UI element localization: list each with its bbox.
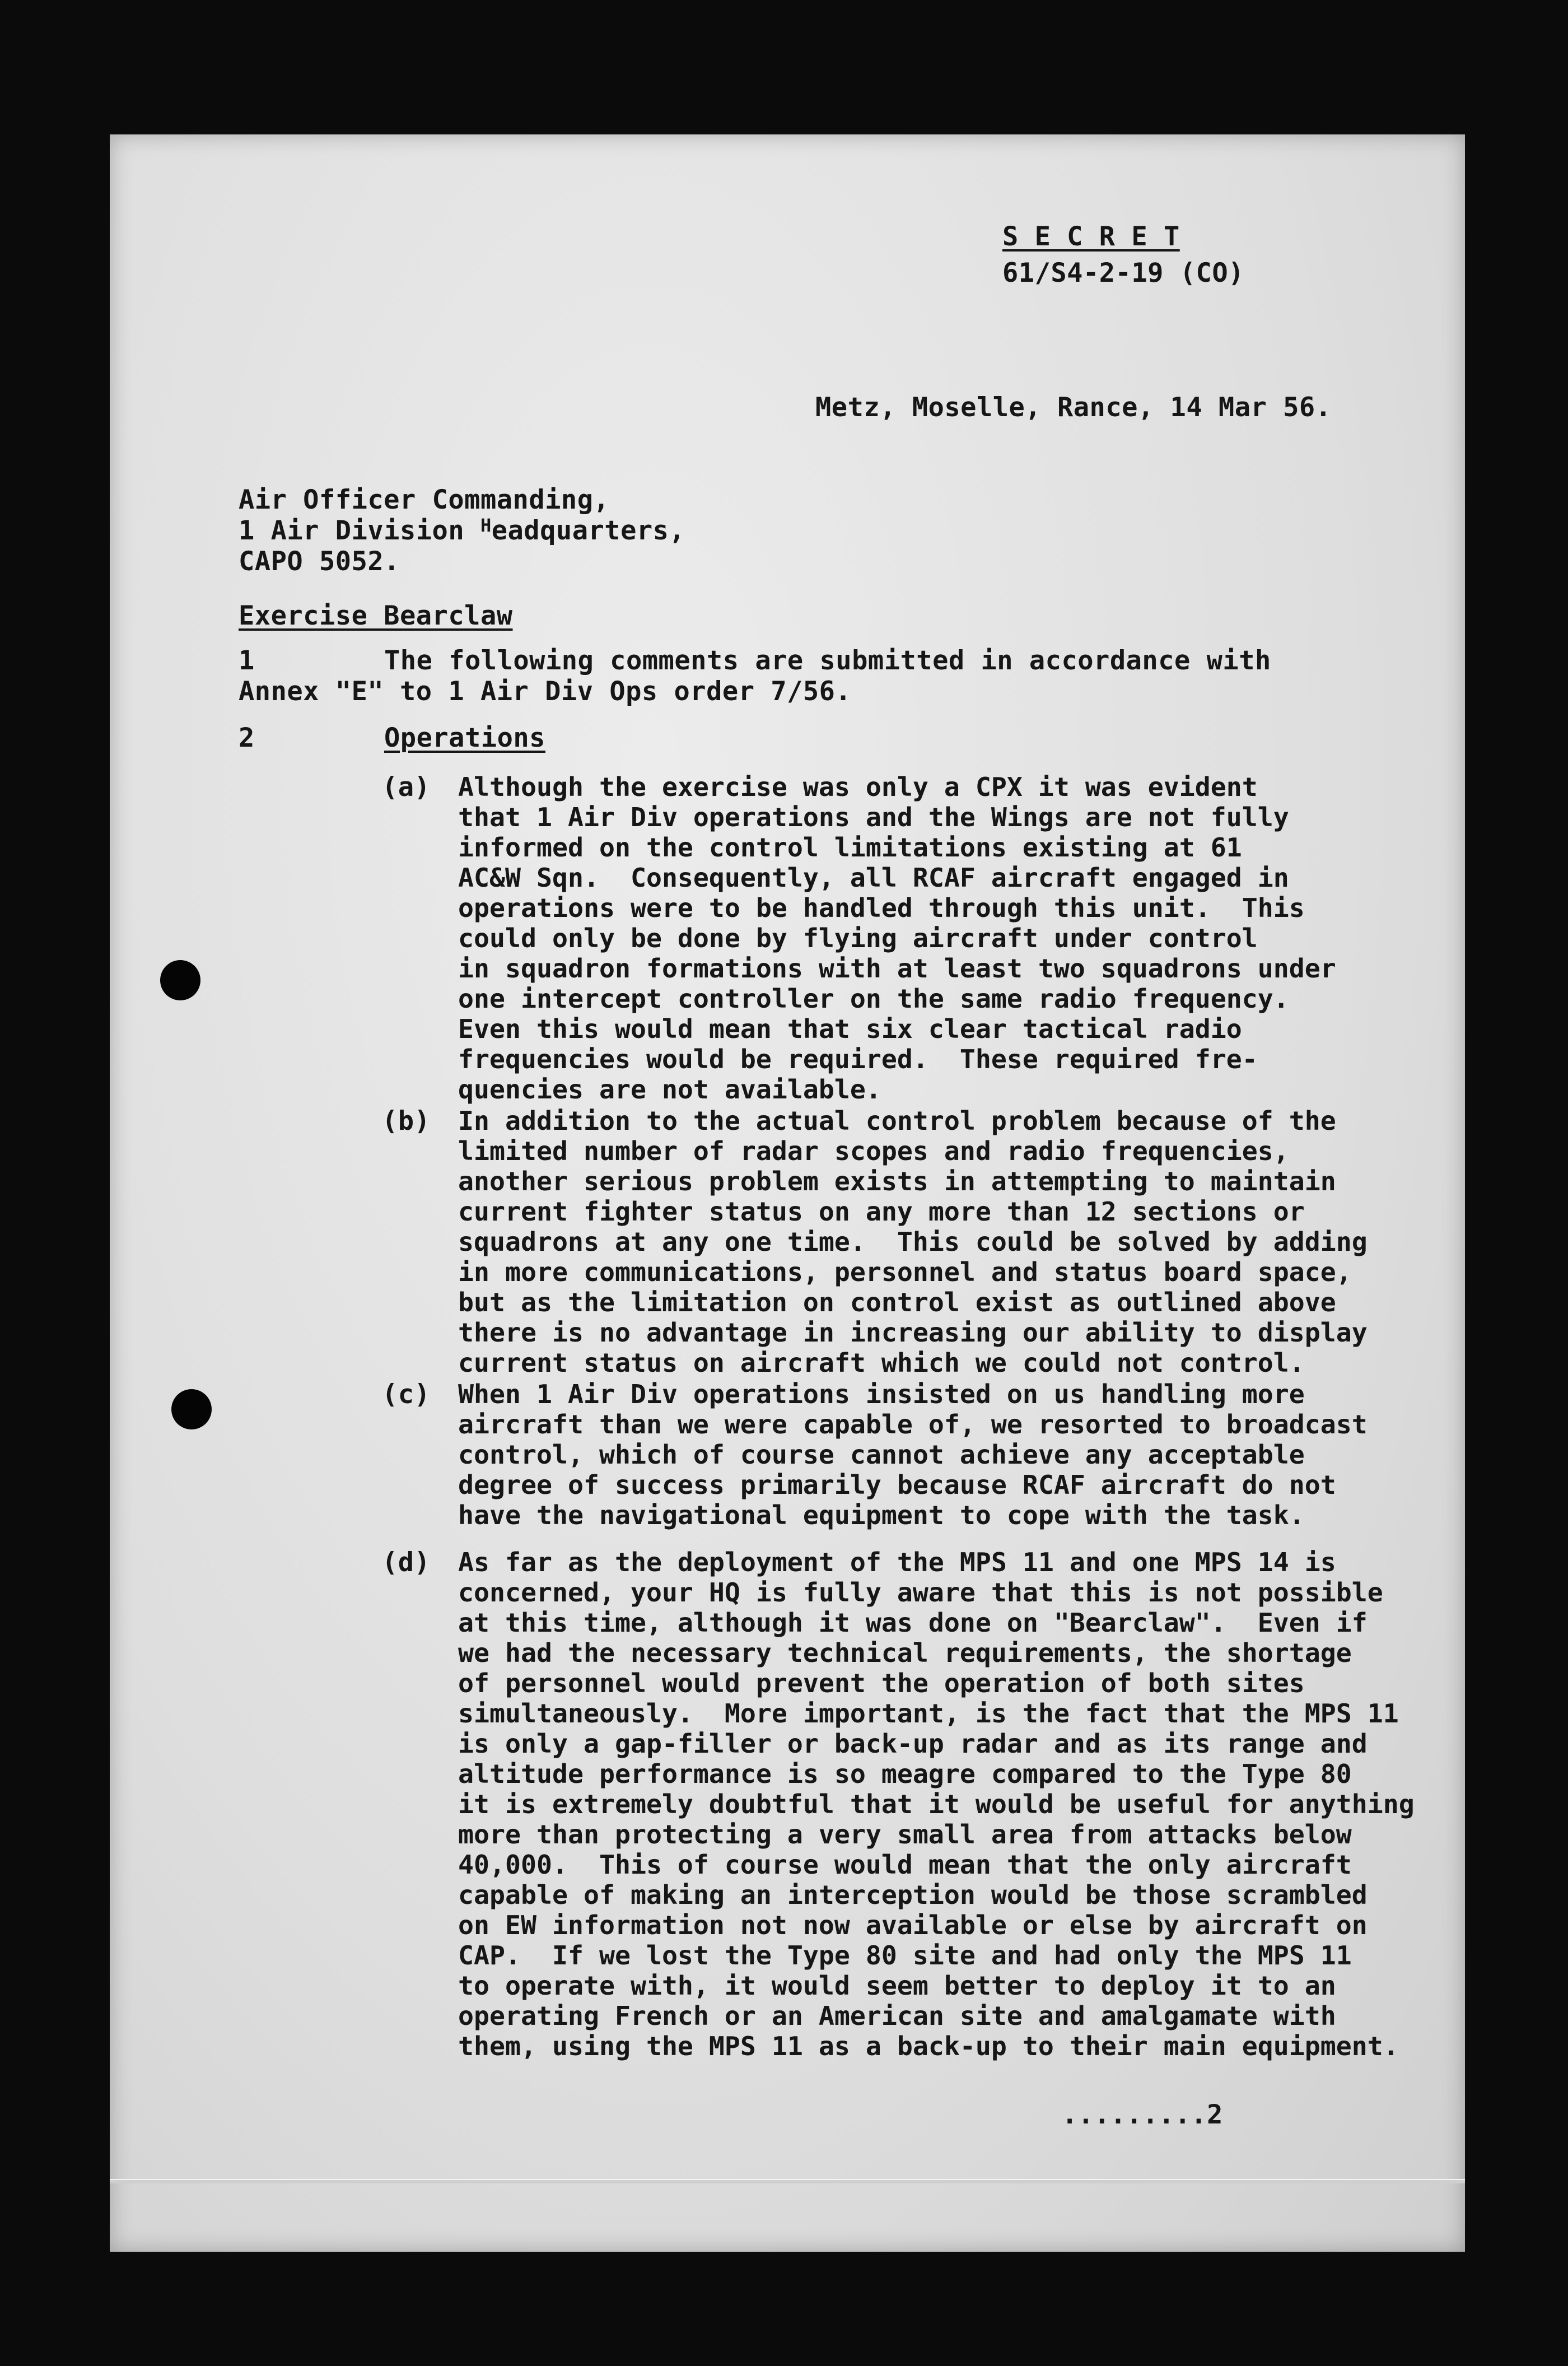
subpara-d-line: CAP. If we lost the Type 80 site and had only the MPS 11 [458,1940,1352,1971]
subpara-a-label: (a) [382,772,431,803]
subpara-a-line: Although the exercise was only a CPX it was evident [458,772,1258,802]
addressee-line-3: CAPO 5052. [239,546,400,577]
subpara-d-line: it is extremely doubtful that it would be useful for anything [458,1789,1415,1819]
subject-heading: Exercise Bearclaw [239,600,513,631]
subpara-d-line: them, using the MPS 11 as a back-up to their main equipment. [458,2031,1399,2061]
subpara-b-line: squadrons at any one time. This could be solved by adding [458,1227,1368,1257]
subpara-b-line: limited number of radar scopes and radio frequencies, [458,1136,1289,1166]
subpara-c-line: control, which of course cannot achieve any acceptable [458,1440,1305,1470]
subpara-d-line: capable of making an interception would be those scrambled [458,1880,1368,1910]
subpara-b-line: there is no advantage in increasing our ability to display [458,1317,1368,1348]
subpara-d-line: operating French or an American site and amalgamate with [458,2001,1336,2031]
addressee-line-2 [239,515,685,547]
subpara-d-line: 40,000. This of course would mean that the only aircraft [458,1850,1352,1880]
continuation-marker: .........2 [1062,2099,1223,2130]
subpara-d-line: more than protecting a very small area from attacks below [458,1819,1352,1850]
punch-hole-upper [160,960,200,1000]
addressee-line-2-sup: H [480,515,492,536]
subpara-b-label: (b) [382,1106,431,1137]
addressee-line-2-part-b: eadquarters, [491,515,685,546]
subpara-d-line: to operate with, it would seem better to deploy it to an [458,1971,1336,2001]
subpara-a-line: frequencies would be required. These required fre- [458,1044,1258,1074]
subpara-a-line: operations were to be handled through this unit. This [458,893,1305,923]
place-date: Metz, Moselle, Rance, 14 Mar 56. [815,392,1332,423]
subpara-d-line: of personnel would prevent the operation of both sites [458,1668,1305,1698]
subpara-a-line: quencies are not available. [458,1074,881,1105]
subpara-b-line: current status on aircraft which we could not control. [458,1348,1305,1378]
subpara-d-line: simultaneously. More important, is the fact that the MPS 11 [458,1698,1399,1729]
subpara-d-line: As far as the deployment of the MPS 11 and one MPS 14 is [458,1547,1336,1577]
subpara-a-line: could only be done by flying aircraft under control [458,923,1258,953]
file-reference: 61/S4-2-19 (CO) [1002,258,1244,288]
subpara-a-line: Even this would mean that six clear tactical radio [458,1014,1242,1044]
subpara-b-line: In addition to the actual control problem because of the [458,1106,1336,1136]
subpara-a-line: in squadron formations with at least two squadrons under [458,953,1336,984]
subpara-b-line: another serious problem exists in attempting to maintain [458,1166,1336,1196]
addressee-line-1: Air Officer Commanding, [239,485,610,515]
subpara-d-line: is only a gap-filler or back-up radar and as its range and [458,1729,1368,1759]
subpara-a-line: that 1 Air Div operations and the Wings are not fully [458,802,1289,832]
para-1-line-1: The following comments are submitted in accordance with [384,645,1271,676]
subpara-c-label: (c) [382,1379,431,1410]
subpara-a-line: one intercept controller on the same radio frequency. [458,984,1289,1014]
subpara-a-line: informed on the control limitations existing at 61 [458,832,1242,863]
subpara-c-line: degree of success primarily because RCAF aircraft do not [458,1470,1336,1500]
document-page [110,134,1465,2252]
subpara-b-line: current fighter status on any more than 12 sections or [458,1196,1305,1227]
page-fold [110,2179,1465,2183]
subpara-c-line: aircraft than we were capable of, we resorted to broadcast [458,1409,1368,1440]
subpara-d-label: (d) [382,1547,431,1578]
subpara-b-line: in more communications, personnel and status board space, [458,1257,1352,1287]
classification-marking: S E C R E T [1002,221,1180,252]
subpara-a-line: AC&W Sqn. Consequently, all RCAF aircraft engaged in [458,863,1289,893]
para-2-heading: Operations [384,723,545,753]
subpara-d-line: on EW information not now available or else by aircraft on [458,1910,1368,1940]
subpara-d-line: altitude performance is so meagre compared to the Type 80 [458,1759,1352,1789]
punch-hole-lower [171,1389,212,1429]
subpara-d-line: concerned, your HQ is fully aware that this is not possible [458,1577,1383,1608]
subpara-d-line: we had the necessary technical requirements, the shortage [458,1638,1352,1668]
addressee-line-2-part-a: 1 Air Division [239,515,480,546]
subpara-c-line: have the navigational equipment to cope with the task. [458,1500,1305,1530]
para-1-number: 1 [239,645,255,676]
para-2-number: 2 [239,723,255,753]
subpara-c-line: When 1 Air Div operations insisted on us handling more [458,1379,1305,1409]
subpara-b-line: but as the limitation on control exist as outlined above [458,1287,1336,1317]
para-1-line-2: Annex "E" to 1 Air Div Ops order 7/56. [239,676,852,707]
subpara-d-line: at this time, although it was done on "Bearclaw". Even if [458,1608,1368,1638]
